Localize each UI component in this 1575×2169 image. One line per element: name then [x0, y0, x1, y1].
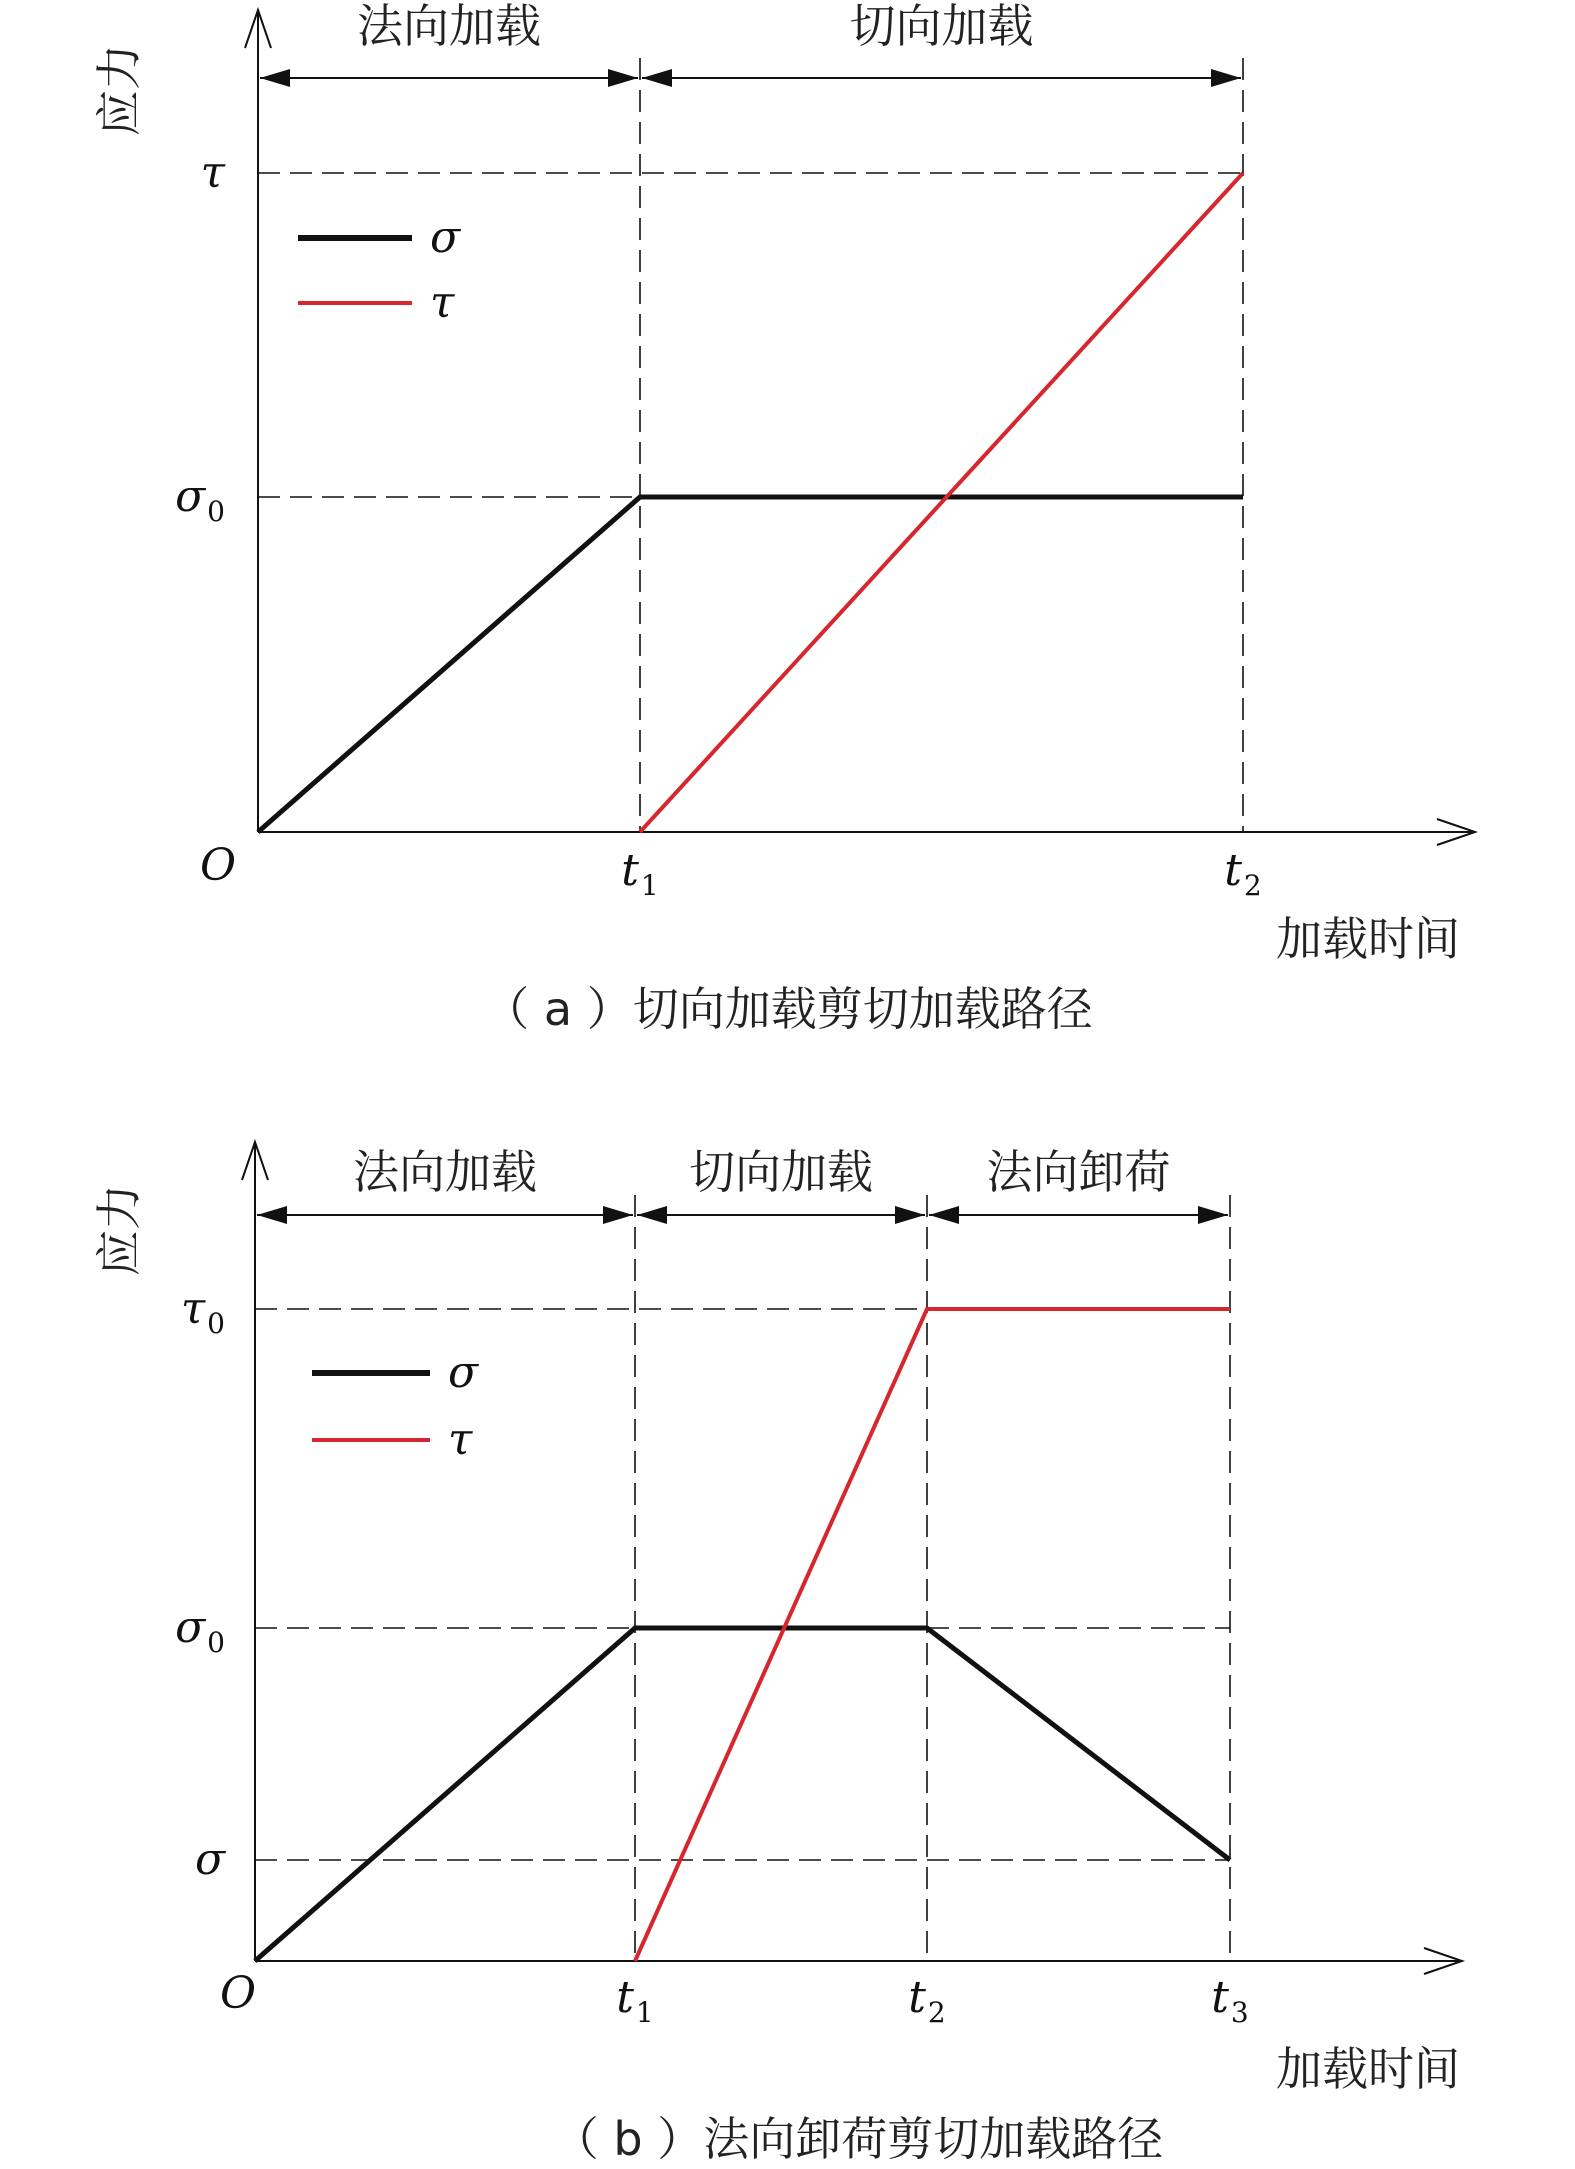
phase-arrow-right [1198, 1206, 1228, 1224]
panel-caption: （ a ）切向加载剪切加载路径 [483, 982, 1093, 1036]
legend-label-tau: τ [430, 277, 455, 328]
x-tick-label-t2: $t_2$ [1224, 845, 1262, 902]
x-axis-label: 加载时间 [1276, 2042, 1460, 2096]
series-line-sigma [258, 497, 1243, 832]
phase-arrow-right [895, 1206, 925, 1224]
phase-arrow-right [603, 1206, 633, 1224]
legend-label-sigma: σ [448, 1347, 479, 1398]
x-tick-label-t1: $t_1$ [621, 845, 659, 902]
x-tick-label-t2: $t_2$ [908, 1972, 946, 2029]
phase-label: 法向加载 [357, 0, 541, 53]
y-tick-label-tau0: $\tau_0$ [180, 1283, 225, 1340]
y-tick-label-sigma0: $\sigma_0$ [175, 1602, 225, 1659]
series-line-tau [640, 173, 1243, 832]
y-axis-label: 应力 [92, 44, 146, 136]
series-line-sigma [255, 1628, 1230, 1961]
phase-arrow-left [637, 1206, 667, 1224]
y-tick-label-tau: τ [200, 147, 225, 198]
panel-caption: （ b ）法向卸荷剪切加载路径 [552, 2112, 1164, 2166]
phase-arrow-left [642, 69, 672, 87]
legend-label-sigma: σ [430, 212, 461, 263]
phase-arrow-right [608, 69, 638, 87]
phase-arrow-left [929, 1206, 959, 1224]
phase-label: 法向卸荷 [986, 1145, 1171, 1199]
x-tick-label-t3: $t_3$ [1211, 1972, 1249, 2029]
x-tick-label-t1: $t_1$ [616, 1972, 654, 2029]
origin-label: O [219, 1968, 257, 2019]
phase-label: 法向加载 [353, 1145, 537, 1199]
x-axis-label: 加载时间 [1276, 912, 1460, 966]
phase-arrow-left [257, 1206, 287, 1224]
y-tick-label-sigma0: $\sigma_0$ [175, 471, 225, 528]
y-axis-label: 应力 [92, 1184, 146, 1276]
origin-label: O [199, 840, 237, 891]
phase-label: 切向加载 [849, 0, 1034, 53]
phase-arrow-right [1211, 69, 1241, 87]
phase-arrow-left [260, 69, 290, 87]
legend-label-tau: τ [448, 1414, 473, 1465]
panel-b-chart [92, 1142, 1462, 2166]
panel-a-chart [92, 0, 1475, 1036]
phase-label: 切向加载 [689, 1145, 873, 1199]
y-tick-label-sigma: σ [194, 1834, 225, 1885]
